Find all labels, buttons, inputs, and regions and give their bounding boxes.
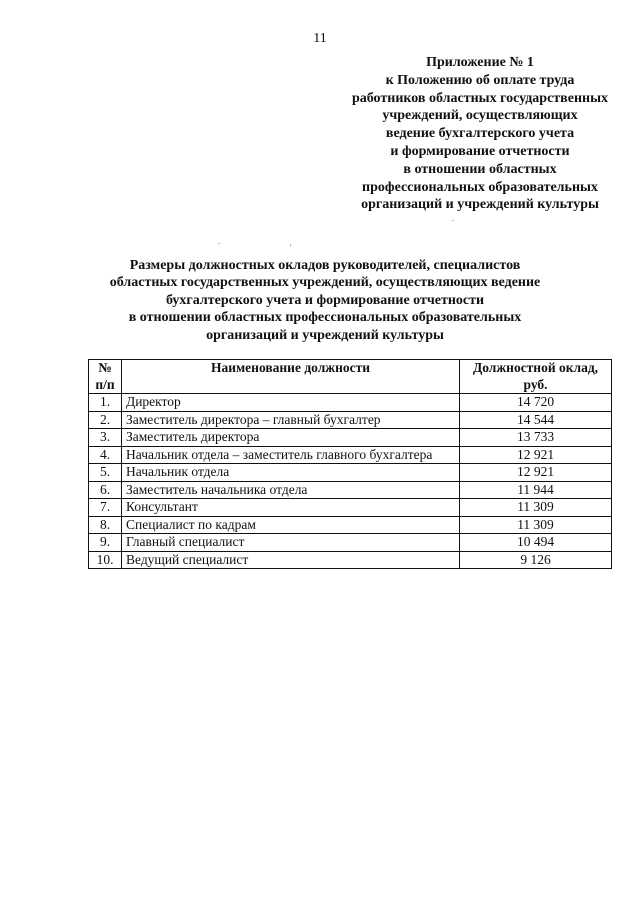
appendix-header <box>322 54 638 214</box>
row-position: Заместитель директора <box>122 429 460 447</box>
header-salary <box>460 360 612 394</box>
row-position: Главный специалист <box>122 534 460 552</box>
title-line: бухгалтерского учета и формирование отчетности <box>165 292 485 308</box>
row-salary: 13 733 <box>460 429 612 447</box>
row-number: 1. <box>89 394 122 412</box>
scan-speck: . <box>452 214 454 223</box>
row-number: 4. <box>89 446 122 464</box>
row-salary: 12 921 <box>460 464 612 482</box>
table-header-row <box>89 360 612 394</box>
row-number: 7. <box>89 499 122 517</box>
row-salary: 11 309 <box>460 499 612 517</box>
table-row <box>89 534 612 552</box>
row-number: 6. <box>89 481 122 499</box>
table-row <box>89 551 612 569</box>
table-row <box>89 429 612 447</box>
title-line: в отношении областных профессиональных образовательных <box>128 310 522 326</box>
table-row <box>89 481 612 499</box>
row-number: 9. <box>89 534 122 552</box>
row-position: Консультант <box>122 499 460 517</box>
scan-speck: . <box>218 237 220 246</box>
page-number: 11 <box>313 31 327 46</box>
scan-speck: ' <box>290 243 292 252</box>
row-position: Начальник отдела <box>122 464 460 482</box>
row-number: 5. <box>89 464 122 482</box>
row-position: Специалист по кадрам <box>122 516 460 534</box>
row-number: 3. <box>89 429 122 447</box>
table-row <box>89 411 612 429</box>
appendix-line: организаций и учреждений культуры <box>361 197 599 213</box>
row-salary: 14 544 <box>460 411 612 429</box>
title-line: организаций и учреждений культуры <box>206 327 444 343</box>
table-row <box>89 394 612 412</box>
table-row <box>89 446 612 464</box>
header-number-line: № <box>98 360 112 375</box>
appendix-line: и формирование отчетности <box>390 143 570 159</box>
row-position: Начальник отдела – заместитель главного бухгалтера <box>122 446 460 464</box>
row-position: Заместитель директора – главный бухгалтер <box>122 411 460 429</box>
table-row <box>89 464 612 482</box>
appendix-line: ведение бухгалтерского учета <box>385 126 575 142</box>
row-salary: 14 720 <box>460 394 612 412</box>
row-position: Заместитель начальника отдела <box>122 481 460 499</box>
title-line: областных государственных учреждений, осуществляющих ведение <box>109 275 541 291</box>
table-row <box>89 499 612 517</box>
appendix-line: в отношении областных <box>403 161 557 177</box>
table-row <box>89 516 612 534</box>
row-salary: 11 944 <box>460 481 612 499</box>
row-salary: 11 309 <box>460 516 612 534</box>
row-salary: 9 126 <box>460 551 612 569</box>
document-title <box>60 257 590 344</box>
appendix-line: к Положению об оплате труда <box>385 72 575 88</box>
header-salary-line: руб. <box>523 376 548 392</box>
title-line: Размеры должностных окладов руководителей, специалистов <box>129 258 521 273</box>
header-position: Наименование должности <box>122 360 460 394</box>
appendix-line: работников областных государственных <box>351 90 609 106</box>
row-number: 8. <box>89 516 122 534</box>
row-position: Ведущий специалист <box>122 551 460 569</box>
appendix-line: профессиональных образовательных <box>362 179 598 195</box>
header-salary-line: Должностной оклад, <box>472 360 599 375</box>
appendix-line: учреждений, осуществляющих <box>382 108 578 124</box>
row-salary: 12 921 <box>460 446 612 464</box>
header-number-line: п/п <box>95 376 115 392</box>
header-number <box>89 360 122 394</box>
row-number: 2. <box>89 411 122 429</box>
row-position: Директор <box>122 394 460 412</box>
row-number: 10. <box>89 551 122 569</box>
row-salary: 10 494 <box>460 534 612 552</box>
appendix-line: Приложение № 1 <box>426 55 534 70</box>
salary-table <box>88 359 612 569</box>
